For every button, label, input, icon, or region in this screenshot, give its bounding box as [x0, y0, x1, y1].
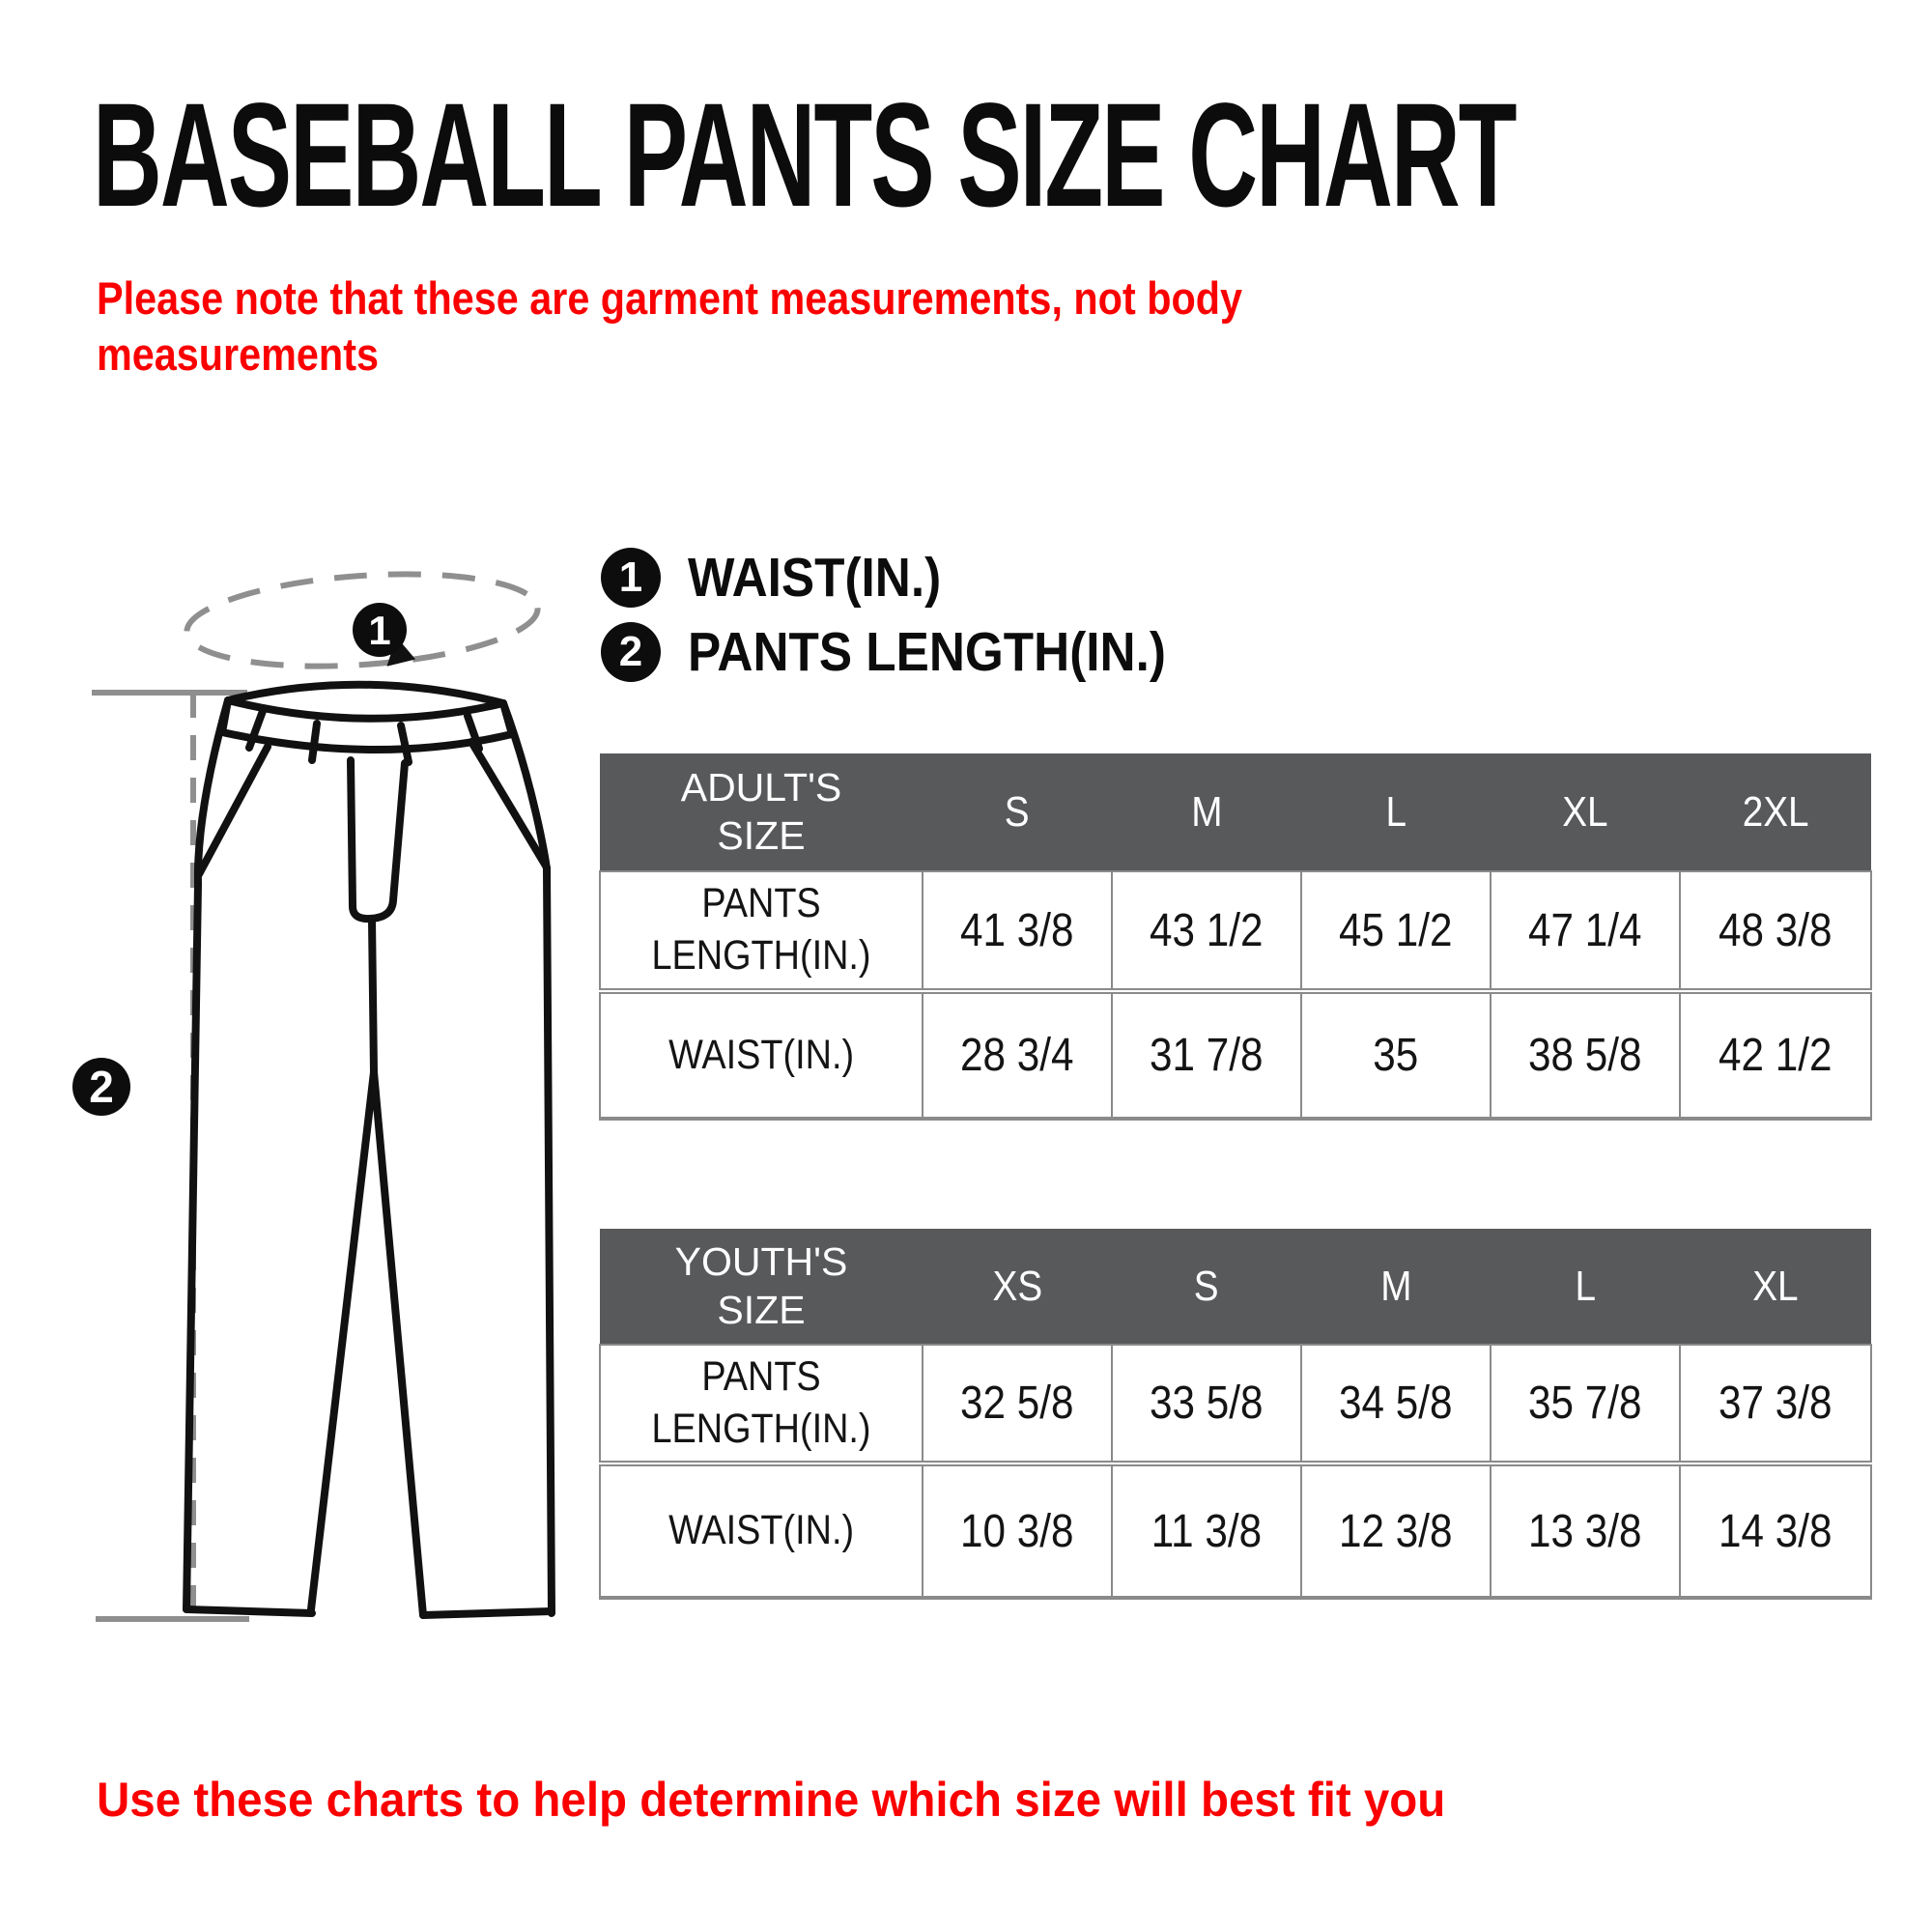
- table-cell: 43 1/2: [1112, 871, 1301, 991]
- table-cell: 48 3/8: [1680, 871, 1871, 991]
- diagram-badge-2: [72, 1058, 130, 1116]
- table-cell: 14 3/8: [1680, 1463, 1871, 1598]
- legend-item-waist: [601, 547, 1219, 609]
- size-col-header: L: [1491, 1229, 1680, 1345]
- legend-label-pants-length: PANTS LENGTH(IN.): [688, 621, 1166, 683]
- table-cell: 34 5/8: [1301, 1345, 1491, 1463]
- youth-header-row: [600, 1229, 1871, 1345]
- youth-size-header-cell: YOUTH'S SIZE: [600, 1229, 923, 1345]
- row-label: PANTS LENGTH(IN.): [600, 871, 923, 991]
- number-2-badge: 2: [601, 622, 661, 682]
- note-line: measurements: [97, 328, 379, 380]
- table-cell: 33 5/8: [1112, 1345, 1301, 1463]
- size-col-header: M: [1301, 1229, 1491, 1345]
- size-col-header: 2XL: [1680, 753, 1871, 871]
- table-cell: 41 3/8: [923, 871, 1112, 991]
- youth-size-table: [599, 1229, 1872, 1600]
- measurement-legend: [601, 547, 1219, 696]
- note-line: Please note that these are garment measurements, not body: [97, 272, 1243, 324]
- size-col-header: L: [1301, 753, 1491, 871]
- table-cell: 37 3/8: [1680, 1345, 1871, 1463]
- garment-measurement-note: [97, 270, 1399, 383]
- row-label: WAIST(IN.): [600, 991, 923, 1119]
- size-col-header: M: [1112, 753, 1301, 871]
- table-cell: 45 1/2: [1301, 871, 1491, 991]
- size-col-header: S: [923, 753, 1112, 871]
- size-col-header: S: [1112, 1229, 1301, 1345]
- table-cell: 12 3/8: [1301, 1463, 1491, 1598]
- table-cell: 10 3/8: [923, 1463, 1112, 1598]
- table-cell: 35 7/8: [1491, 1345, 1680, 1463]
- youth-pants-length-row: [600, 1345, 1871, 1463]
- adult-waist-row: [600, 991, 1871, 1119]
- page-title: BASEBALL PANTS SIZE CHART: [93, 72, 1516, 238]
- size-col-header: XS: [923, 1229, 1112, 1345]
- adult-size-table: [599, 753, 1872, 1121]
- adult-header-row: [600, 753, 1871, 871]
- table-cell: 31 7/8: [1112, 991, 1301, 1119]
- adult-size-header-cell: ADULT'S SIZE: [600, 753, 923, 871]
- row-label: PANTS LENGTH(IN.): [600, 1345, 923, 1463]
- adult-pants-length-row: [600, 871, 1871, 991]
- footer-help-text: Use these charts to help determine which size will best fit you: [97, 1773, 1446, 1827]
- table-cell: 42 1/2: [1680, 991, 1871, 1119]
- youth-waist-row: [600, 1463, 1871, 1598]
- pants-measurement-diagram: [58, 541, 599, 1719]
- table-cell: 13 3/8: [1491, 1463, 1680, 1598]
- row-label: WAIST(IN.): [600, 1463, 923, 1598]
- legend-label-waist: WAIST(IN.): [688, 547, 942, 609]
- size-col-header: XL: [1491, 753, 1680, 871]
- table-cell: 38 5/8: [1491, 991, 1680, 1119]
- diagram-badge-1-number: 1: [368, 608, 391, 653]
- table-cell: 11 3/8: [1112, 1463, 1301, 1598]
- table-cell: 32 5/8: [923, 1345, 1112, 1463]
- table-cell: 28 3/4: [923, 991, 1112, 1119]
- diagram-badge-2-number: 2: [89, 1062, 114, 1112]
- table-cell: 35: [1301, 991, 1491, 1119]
- number-1-badge: 1: [601, 548, 661, 608]
- legend-item-pants-length: [601, 621, 1219, 683]
- size-col-header: XL: [1680, 1229, 1871, 1345]
- table-cell: 47 1/4: [1491, 871, 1680, 991]
- diagram-badge-1: [353, 603, 407, 657]
- pants-outline: [186, 685, 552, 1615]
